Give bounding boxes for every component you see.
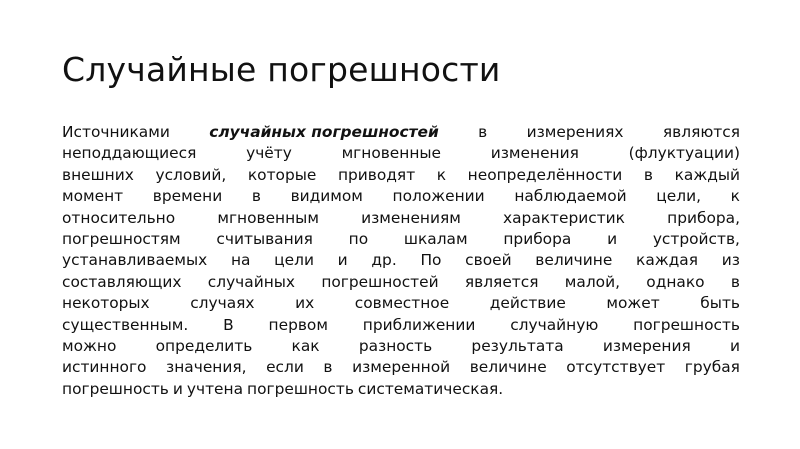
body-line [62, 315, 740, 336]
body-word: значения, [166, 358, 247, 377]
body-line [62, 165, 740, 186]
body-word: величине [469, 358, 547, 377]
body-word: учтена [186, 379, 244, 398]
body-word: существенным. [62, 315, 189, 334]
body-word: измерениях [526, 123, 624, 141]
body-word: прибора, [667, 208, 740, 227]
body-word: совместное [354, 294, 450, 313]
body-word: и [337, 251, 348, 270]
body-word: величине [535, 251, 613, 270]
body-word: которые [247, 165, 317, 184]
body-word: составляющих [62, 272, 182, 291]
body-word: мгновенным [217, 208, 319, 227]
body-word: в [730, 272, 740, 291]
body-word: В [223, 315, 234, 334]
body-word: являются [662, 123, 740, 141]
body-word: может [606, 294, 660, 313]
slide-body-text [62, 122, 740, 400]
body-word: если [266, 358, 304, 377]
body-word: к [730, 187, 740, 206]
body-line [62, 272, 740, 293]
body-word: случайную [510, 315, 599, 334]
body-word: каждая [636, 251, 698, 270]
body-word: внешних [62, 165, 134, 184]
body-word: погрешностей [321, 272, 439, 291]
body-word: измерения [602, 336, 691, 355]
body-word: быть [700, 294, 740, 313]
body-line [62, 186, 740, 207]
body-word: прибора [503, 229, 572, 248]
body-word: результата [471, 336, 564, 355]
body-word: приводят [337, 165, 416, 184]
body-word: неподдающиеся [62, 144, 197, 163]
body-word: своей [465, 251, 512, 270]
body-word: характеристик [503, 208, 625, 227]
body-word: Источниками [62, 123, 170, 141]
body-word: устанавливаемых [62, 251, 208, 270]
body-word: др. [371, 251, 397, 270]
body-word: шкалам [403, 229, 468, 248]
body-line [62, 357, 740, 378]
body-word: по [348, 229, 369, 248]
body-word: в [478, 123, 488, 141]
body-word: и [729, 336, 740, 355]
body-word: положении [392, 187, 485, 206]
body-word: является [464, 272, 539, 291]
body-word: времени [152, 187, 223, 206]
body-word: (флуктуации) [628, 144, 740, 163]
body-word: их [295, 294, 315, 313]
body-word: По [420, 251, 442, 270]
body-word: считывания [216, 229, 313, 248]
body-line [62, 208, 740, 229]
body-word: каждый [674, 165, 740, 184]
body-word: на [230, 251, 251, 270]
body-word: условий, [155, 165, 227, 184]
body-word: в [251, 187, 261, 206]
body-word: изменениям [361, 208, 461, 227]
body-word: учёту [246, 144, 292, 163]
body-line [62, 122, 740, 143]
body-word: как [291, 336, 320, 355]
body-word: и [172, 379, 183, 398]
body-word: можно [62, 336, 117, 355]
body-word: цели, [656, 187, 701, 206]
body-word: устройств, [652, 229, 740, 248]
body-word: видимом [290, 187, 363, 206]
body-word: в [643, 165, 653, 184]
body-word: неопределённости [467, 165, 623, 184]
body-line [62, 336, 740, 357]
body-word: действие [489, 294, 566, 313]
body-word: погрешностям [62, 229, 181, 248]
body-line [62, 143, 740, 164]
body-word: однако [646, 272, 705, 291]
body-word: отсутствует [566, 358, 666, 377]
body-word: изменения [490, 144, 579, 163]
body-word: из [721, 251, 740, 270]
body-word: случайных [207, 272, 296, 291]
body-word: случайных погрешностей [209, 123, 439, 141]
body-word: относительно [62, 208, 176, 227]
body-word: к [436, 165, 447, 184]
body-line [62, 250, 740, 271]
body-line [62, 229, 740, 250]
body-word: определить [155, 336, 253, 355]
body-line [62, 293, 740, 314]
body-word: мгновенные [341, 144, 442, 163]
body-line [62, 379, 740, 400]
body-word: истинного [62, 358, 147, 377]
body-word: случаях [190, 294, 255, 313]
body-word: измеренной [352, 358, 451, 377]
body-word: грубая [684, 358, 740, 377]
body-word: первом [268, 315, 328, 334]
slide-title: Случайные погрешности [62, 50, 501, 89]
body-word: погрешность [62, 379, 169, 398]
body-word: некоторых [62, 294, 150, 313]
body-word: систематическая. [357, 379, 504, 398]
body-word: погрешность [247, 379, 354, 398]
body-word: в [323, 358, 333, 377]
body-word: момент [62, 187, 124, 206]
body-word: малой, [564, 272, 620, 291]
body-word: погрешность [633, 315, 740, 334]
body-word: и [607, 229, 618, 248]
body-word: наблюдаемой [514, 187, 627, 206]
body-word: разность [358, 336, 433, 355]
body-word: цели [274, 251, 314, 270]
body-word: приближении [362, 315, 476, 334]
